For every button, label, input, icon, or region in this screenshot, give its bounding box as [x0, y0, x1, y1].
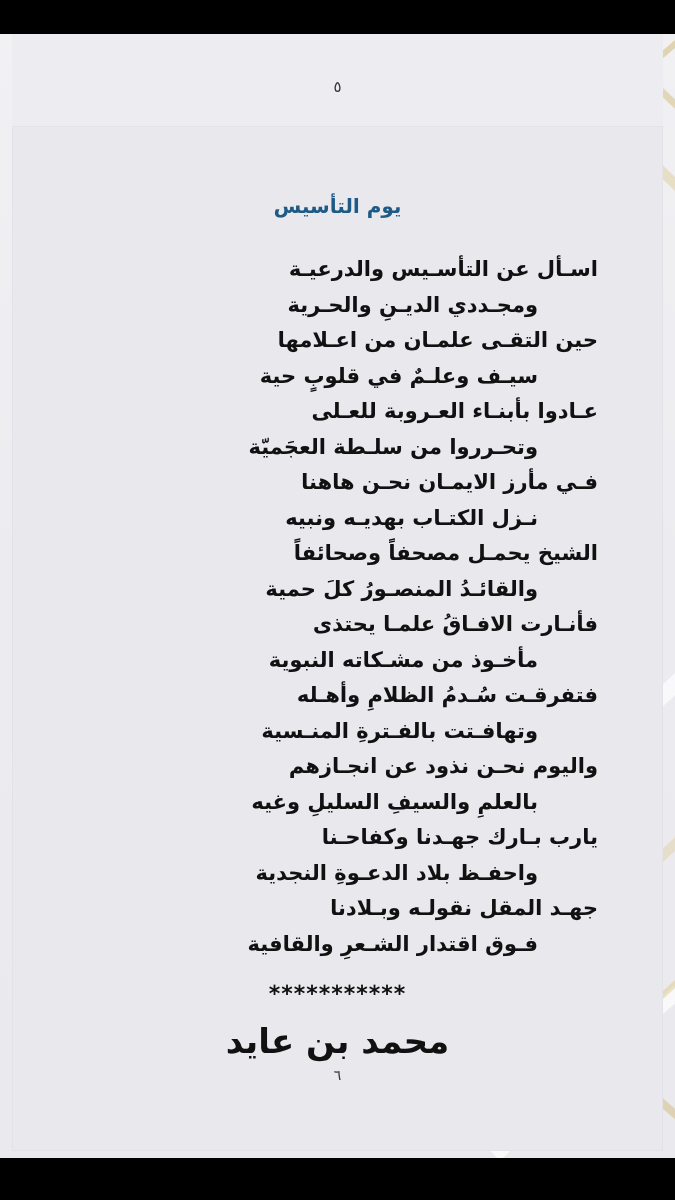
verse-line: اسـأل عن التأسـيس والدرعيـة: [288, 257, 598, 281]
verse-line: والقائـدُ المنصـورُ كلَ حمية: [265, 576, 538, 601]
verse-line: جهـد المقل نقولـه وبـلادنا: [330, 896, 598, 920]
verse-line: بالعلمِ والسيفِ السليلِ وغيه: [251, 789, 538, 814]
separator-stars: ***********: [268, 982, 407, 1007]
verse-line: ومجـددي الديـنِ والحـرية: [287, 292, 538, 317]
page-number-top: ٥: [333, 78, 342, 96]
verse-line: حين التقـى علمـان من اعـلامها: [277, 328, 598, 352]
verse-line: عـادوا بأبنـاء العـروبة للعـلى: [311, 399, 598, 423]
verse-line: فتفرقـت سُـدمُ الظلامِ وأهـله: [296, 683, 598, 707]
verse-line: واليوم نحـن نذود عن انجـازهم: [288, 754, 598, 778]
verse-line: واحفـظ بلاد الدعـوةِ النجدية: [255, 860, 538, 885]
verse-line: يارب بـارك جهـدنا وكفاحـنا: [321, 825, 598, 849]
verse-line: فأنـارت الافـاقُ علمـا يحتذى: [312, 612, 598, 636]
verse-line: فـي مأرز الايمـان نحـن هاهنا: [301, 470, 598, 494]
verse-line: سيـف وعلـمٌ في قلوبٍ حية: [259, 363, 538, 388]
poem-title: يوم التأسيس: [273, 194, 402, 218]
verse-line: وتحـرروا من سلـطة العجَميّة: [248, 434, 538, 459]
verse-line: الشيخ يحمـل مصحفاً وصحائفاً: [293, 541, 598, 565]
document-page: [0, 34, 675, 1158]
verse-line: فـوق اقتدار الشـعرِ والقافية: [247, 931, 538, 956]
poem-body: [70, 252, 598, 962]
author-name: محمد بن عايد: [225, 1022, 450, 1062]
verse-line: وتهافـتت بالفـترةِ المنـسية: [261, 718, 538, 743]
verse-line: نـزل الكتـاب بهديـه ونبيه: [285, 505, 538, 530]
verse-line: مأخـوذ من مشـكاته النبوية: [268, 647, 538, 672]
page-number-bottom: ٦: [333, 1068, 342, 1084]
